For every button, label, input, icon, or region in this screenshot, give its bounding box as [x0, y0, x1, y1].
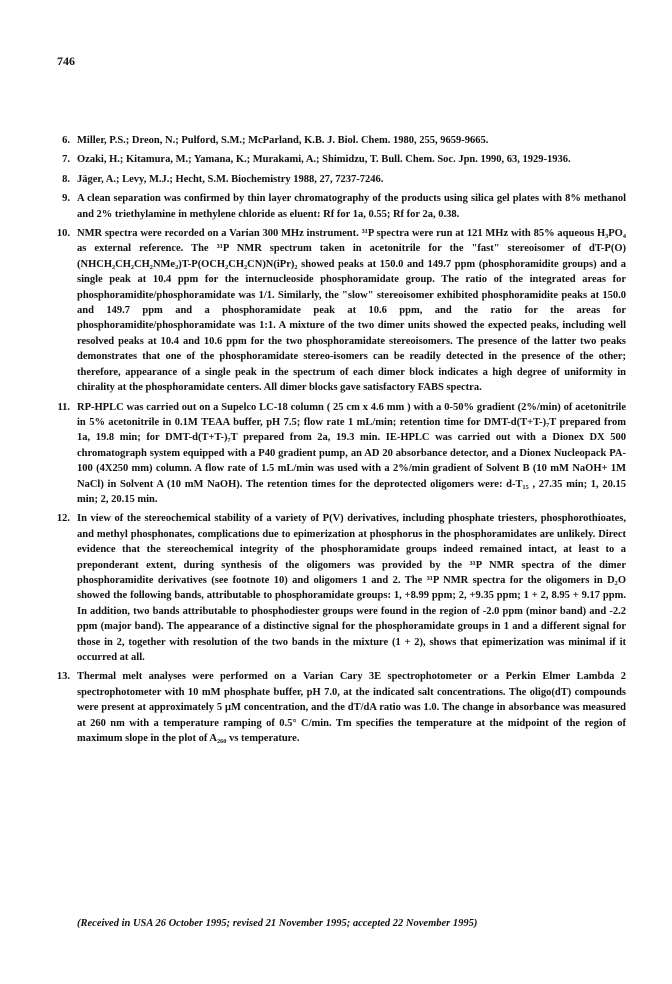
reference-text: NMR spectra were recorded on a Varian 300 MHz instrument. ³¹P spectra were run at 121 MHz with 85% aqueous H₃PO₄ as external reference. The ³¹P NMR spectrum taken in acetonitrile for the "fast" stereoisomer of dT-P(O)(NHCH₂CH₂CH₂NMe₂)T-P(OCH₂CH₂CN)N(iPr)₂ showed peaks at 150.0 and 149.7 ppm (phosphoramidite groups) and a single peak at 10.4 ppm for the internucleoside phosphoramidate group. The ratio of the integrated areas for phosphoramidite/phosphoramidate was 1/1. Similarly, the "slow" stereoisomer exhibited phosphoramidite peaks at 150.0 and 149.7 ppm and a phosphoramidate peak at 10.6 ppm, and the ratio for the areas for phosphoramidite/phosphoramidate was 1:1. A mixture of the two dimer units showed the expected peaks, including well resolved peaks at 10.4 and 10.6 ppm for the two phosphoramidate stereoisomers. The presence of the latter two peaks demonstrates that one of the phosphoramidate stereo-isomers can be readily detected in the presence of the other; therefore, appearance of a single peak in the spectrum of each dimer block indicates a high degree of uniformity in chirality at the phosphoramidate centers. All dimer blocks gave satisfactory FABS spectra. [77, 228, 626, 394]
reference-item [48, 400, 626, 508]
reference-number: 6. [62, 135, 70, 146]
reference-text: Ozaki, H.; Kitamura, M.; Yamana, K.; Murakami, A.; Shimidzu, T. Bull. Chem. Soc. Jpn. 1990, 63, 1929-1936. [77, 154, 571, 166]
references-list [48, 133, 626, 746]
reference-number: 8. [62, 173, 70, 185]
reference-item [48, 226, 626, 395]
reference-number: 7. [62, 154, 70, 166]
reference-number: 13. [56, 671, 70, 683]
reference-number: 12. [56, 513, 70, 525]
reference-text: Thermal melt analyses were performed on a Varian Cary 3E spectrophotometer or a Perkin Elmer Lambda 2 spectrophotometer with 10 mM phosphate buffer, pH 7.0, at the indicated salt concentrations. The oligo(dT) compounds were present at approximately 5 μM concentration, and the dT/dA ratio was 1.0. The change in absorbance was measured at 260 nm with a temperature ramping of 0.5° C/min. Tm specifies the temperature at the midpoint of the region of maximum slope in the plot of A₂₆₀ vs temperature. [77, 671, 626, 745]
reference-number: 11. [57, 401, 70, 413]
received-dates: (Received in USA 26 October 1995; revised 21 November 1995; accepted 22 November 1995) [77, 918, 478, 929]
reference-text: A clean separation was confirmed by thin layer chromatography of the products using silica gel plates with 8% methanol and 2% triethylamine in methylene chloride as eluent: Rf for 1a, 0.55; Rf for 2a, 0.38. [77, 193, 626, 220]
reference-text: Miller, P.S.; Dreon, N.; Pulford, S.M.; McParland, K.B. J. Biol. Chem. 1980, 255, 9659-9665. [77, 135, 489, 146]
reference-item [48, 511, 626, 665]
reference-text: Jäger, A.; Levy, M.J.; Hecht, S.M. Biochemistry 1988, 27, 7237-7246. [77, 173, 384, 185]
reference-text: In view of the stereochemical stability of a variety of P(V) derivatives, including phosphate triesters, phosphorothioates, and methyl phosphonates, complications due to epimerization at phosphorus in the phosphoramidates are unlikely. Direct evidence that the stereochemical integrity of the phosphoramidate groups indeed remained intact, at least to a preponderant extent, during synthesis of the oligomers was provided by the ³¹P NMR spectra of the dimer phosphoramidite derivatives (see footnote 10) and oligomers 1 and 2. The ³¹P NMR spectra for the oligomers in D₂O showed the following bands, attributable to phosphoramidate groups: 1, +8.99 ppm; 2, +9.35 ppm; 1 + 2, 8.95 + 9.17 ppm. In addition, two bands attributable to phosphodiester groups were found in the region of -2.0 ppm (minor band) and -2.2 ppm (major band). The appearance of a distinctive signal for the phosphoramidate groups in 1 and a different signal for those in 2, together with resolution of the two bands in the mixture (1 + 2), shows that epimerization was minimal if it occurred at all. [77, 513, 626, 663]
reference-item [48, 172, 626, 187]
reference-item [48, 152, 626, 167]
page-number: 746 [57, 54, 75, 68]
reference-number: 10. [56, 228, 70, 240]
reference-item [48, 133, 626, 148]
reference-item [48, 669, 626, 746]
reference-number: 9. [62, 193, 70, 205]
reference-text: RP-HPLC was carried out on a Supelco LC-18 column ( 25 cm x 4.6 mm ) with a 0-50% gradient (2%/min) of acetonitrile in 5% acetonitrile in 0.1M TEAA buffer, pH 7.5; flow rate 1 mL/min; retention time for DMT-d(T+T-)₇T prepared from 1a, 19.8 min; for DMT-d(T+T-)₇T prepared from 2a, 19.3 min. IE-HPLC was carried out with a Dionex DX 500 chromatograph system equipped with a P40 gradient pump, an AD 20 absorbance detector, and a Dionex Nucleopack PA-100 (4X250 mm) column. A flow rate of 1.5 mL/min was used with a 2%/min gradient of Solvent B (10 mM NaOH+ 1M NaCl) in Solvent A (10 mM NaOH). The retention times for the deprotected oligomers were: d-T₁₅ , 27.35 min; 1, 20.15 min; 2, 20.15 min. [77, 401, 626, 505]
reference-item [48, 191, 626, 222]
